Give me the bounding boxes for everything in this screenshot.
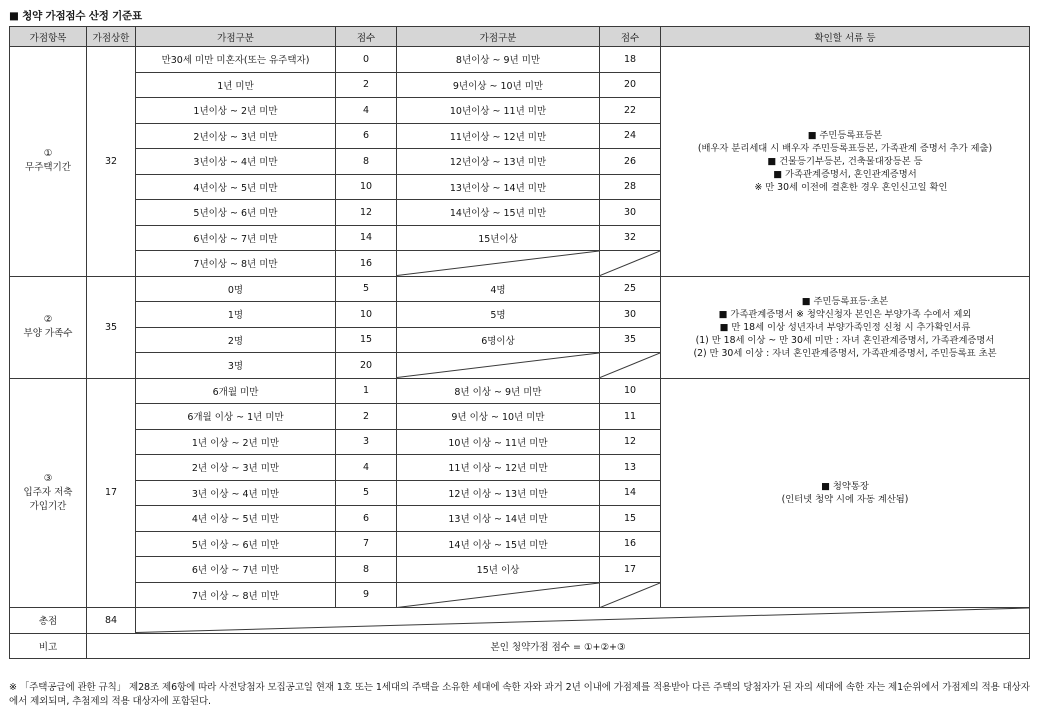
table-row [10,276,1030,302]
score-right: 26 [600,149,661,175]
score-right: 17 [600,557,661,583]
score-left: 4 [336,455,397,481]
empty-range-right [397,353,600,379]
score-left: 16 [336,251,397,277]
docs-cell [661,276,1030,378]
score-right: 28 [600,174,661,200]
docs-cell [661,47,1030,277]
header-score-left: 점수 [336,27,397,47]
range-left: 1년 미만 [136,72,336,98]
docs-line: (1) 만 18세 이상 ~ 만 30세 미만 : 자녀 혼인관계증명서, 가족관계증명서 [695,334,995,346]
range-right: 11년이상 ~ 12년 미만 [397,123,600,149]
remark-label: 비고 [10,633,87,659]
diagonal-line [397,251,599,276]
score-right: 18 [600,47,661,73]
score-left: 5 [336,480,397,506]
empty-score-right [600,353,661,379]
range-left: 3명 [136,353,336,379]
range-right: 11년 이상 ~ 12년 미만 [397,455,600,481]
limit-value: 32 [87,47,136,277]
category-number: ① [43,148,53,160]
empty-range-right [397,582,600,608]
docs-line: ■ 건물등기부등본, 건축물대장등본 등 [767,155,923,167]
range-left: 7년이상 ~ 8년 미만 [136,251,336,277]
docs-line: ■ 가족관계증명서, 혼인관계증명서 [773,168,917,180]
score-right: 30 [600,302,661,328]
range-left: 6년 이상 ~ 7년 미만 [136,557,336,583]
docs-line: ※ 만 30세 이전에 결혼한 경우 혼인신고일 확인 [754,181,948,193]
range-right: 14년이상 ~ 15년 미만 [397,200,600,226]
range-right: 13년 이상 ~ 14년 미만 [397,506,600,532]
category-name: 입주자 저축 [23,486,73,498]
range-left: 5년 이상 ~ 6년 미만 [136,531,336,557]
range-right: 9년 이상 ~ 10년 미만 [397,404,600,430]
docs-line: ■ 만 18세 이상 성년자녀 부양가족인정 신청 시 추가확인서류 [719,321,971,333]
range-right: 8년 이상 ~ 9년 미만 [397,378,600,404]
range-left: 4년 이상 ~ 5년 미만 [136,506,336,532]
empty-score-right [600,582,661,608]
score-left: 6 [336,123,397,149]
score-left: 15 [336,327,397,353]
diagonal-line [397,353,599,378]
score-left: 8 [336,557,397,583]
range-left: 2년 이상 ~ 3년 미만 [136,455,336,481]
range-right: 10년 이상 ~ 11년 미만 [397,429,600,455]
score-left: 4 [336,98,397,124]
range-left: 3년 이상 ~ 4년 미만 [136,480,336,506]
range-right: 15년이상 [397,225,600,251]
score-left: 14 [336,225,397,251]
footnote: ※ 「주택공급에 관한 규칙」 제28조 제6항에 따라 사전당첨자 모집공고일 현재 1호 또는 1세대의 주택을 소유한 세대에 속한 자와 과거 2년 이내에 가점제를 적용받아 다른 주택의 당첨자가 된 자의 세대에 속한 자는 제1순위에서 가점제의 적용 대상자에서 제외되며, 추첨제의 적용 대상자에 포함된다. [9,682,1030,707]
score-left: 3 [336,429,397,455]
range-left: 1년이상 ~ 2년 미만 [136,98,336,124]
remark-value: 본인 청약가점 점수 = ①+②+③ [87,633,1030,659]
table-row [10,378,1030,404]
range-right: 4명 [397,276,600,302]
range-right: 9년이상 ~ 10년 미만 [397,72,600,98]
range-right: 13년이상 ~ 14년 미만 [397,174,600,200]
score-right: 25 [600,276,661,302]
table-row [10,47,1030,73]
docs-line: (인터넷 청약 시에 자동 계산됨) [781,493,909,505]
range-left: 2명 [136,327,336,353]
score-criteria-table [9,26,1030,659]
header-score-right: 점수 [600,27,661,47]
score-right: 16 [600,531,661,557]
score-right: 32 [600,225,661,251]
range-left: 7년 이상 ~ 8년 미만 [136,582,336,608]
docs-line: ■ 주민등록표등본 [807,129,883,141]
range-left: 1년 이상 ~ 2년 미만 [136,429,336,455]
score-left: 6 [336,506,397,532]
range-right: 5명 [397,302,600,328]
category-cell [10,378,87,608]
header-docs: 확인할 서류 등 [661,27,1030,47]
limit-value: 17 [87,378,136,608]
range-left: 3년이상 ~ 4년 미만 [136,149,336,175]
score-right: 14 [600,480,661,506]
category-name: 무주택기간 [25,162,71,174]
range-right: 14년 이상 ~ 15년 미만 [397,531,600,557]
score-right: 20 [600,72,661,98]
remark-row [10,633,1030,659]
docs-line: ■ 청약통장 [821,480,869,492]
range-right: 15년 이상 [397,557,600,583]
range-left: 2년이상 ~ 3년 미만 [136,123,336,149]
diagonal-line [397,583,599,608]
score-left: 9 [336,582,397,608]
score-right: 15 [600,506,661,532]
total-empty-cell [136,608,1030,634]
score-right: 10 [600,378,661,404]
score-right: 12 [600,429,661,455]
total-label: 총점 [10,608,87,634]
empty-range-right [397,251,600,277]
header-range-right: 가점구분 [397,27,600,47]
score-left: 1 [336,378,397,404]
docs-line: (배우자 분리세대 시 배우자 주민등록표등본, 가족관계 증명서 추가 제출) [697,142,993,154]
limit-value: 35 [87,276,136,378]
range-left: 6개월 이상 ~ 1년 미만 [136,404,336,430]
score-left: 2 [336,72,397,98]
range-right: 10년이상 ~ 11년 미만 [397,98,600,124]
range-right: 6명이상 [397,327,600,353]
score-left: 12 [336,200,397,226]
range-left: 만30세 미만 미혼자(또는 유주택자) [136,47,336,73]
total-value: 84 [87,608,136,634]
score-left: 8 [336,149,397,175]
score-left: 0 [336,47,397,73]
score-left: 10 [336,302,397,328]
docs-cell [661,378,1030,608]
category-cell [10,47,87,277]
score-left: 20 [336,353,397,379]
range-left: 5년이상 ~ 6년 미만 [136,200,336,226]
diagonal-line [136,608,1029,633]
category-number: ③ [43,472,53,484]
diagonal-line [600,353,660,378]
range-left: 4년이상 ~ 5년 미만 [136,174,336,200]
docs-line: (2) 만 30세 이상 : 자녀 혼인관계증명서, 가족관계증명서, 주민등록표 초본 [693,347,997,359]
score-right: 24 [600,123,661,149]
diagonal-line [600,251,660,276]
score-left: 10 [336,174,397,200]
category-cell [10,276,87,378]
empty-score-right [600,251,661,277]
range-left: 6개월 미만 [136,378,336,404]
score-right: 30 [600,200,661,226]
range-right: 8년이상 ~ 9년 미만 [397,47,600,73]
score-right: 35 [600,327,661,353]
category-name: 가입기간 [29,500,67,512]
header-item: 가점항목 [10,27,87,47]
docs-line: ■ 주민등록표등·초본 [801,295,889,307]
score-right: 11 [600,404,661,430]
range-right: 12년이상 ~ 13년 미만 [397,149,600,175]
diagonal-line [600,583,660,608]
category-name: 부양 가족수 [23,328,73,339]
score-left: 5 [336,276,397,302]
category-number: ② [43,314,53,325]
header-limit: 가점상한 [87,27,136,47]
score-left: 7 [336,531,397,557]
range-left: 6년이상 ~ 7년 미만 [136,225,336,251]
range-right: 12년 이상 ~ 13년 미만 [397,480,600,506]
range-left: 0명 [136,276,336,302]
header-row [10,27,1030,47]
score-right: 22 [600,98,661,124]
range-left: 1명 [136,302,336,328]
score-right: 13 [600,455,661,481]
docs-line: ■ 가족관계증명서 ※ 청약신청자 본인은 부양가족 수에서 제외 [718,308,972,320]
total-row [10,608,1030,634]
score-left: 2 [336,404,397,430]
table-title: ■ 청약 가점점수 산정 기준표 [9,10,142,22]
header-range-left: 가점구분 [136,27,336,47]
